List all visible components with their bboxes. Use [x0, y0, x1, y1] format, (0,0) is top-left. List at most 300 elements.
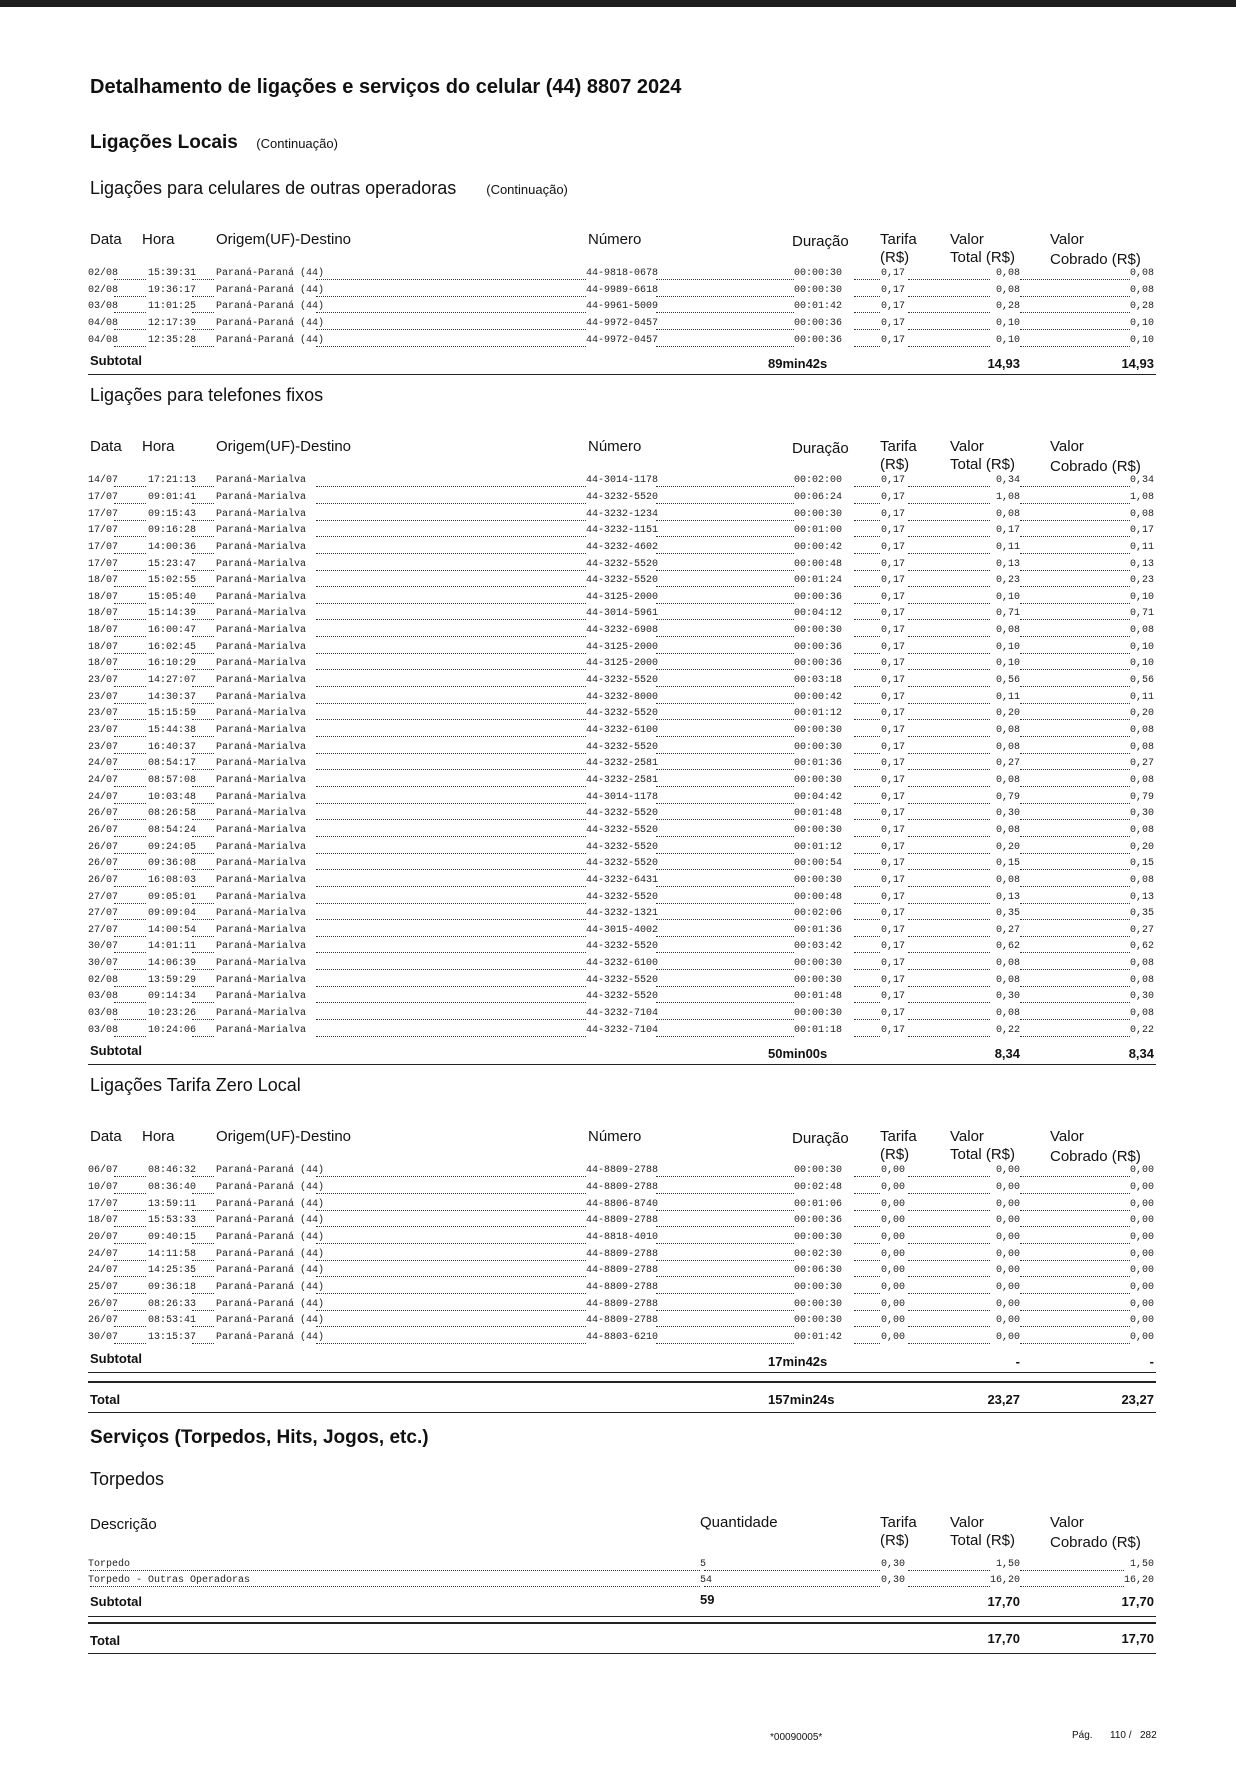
column-header-tarifa: Tarifa	[880, 1128, 917, 1146]
call-duration: 00:00:30	[794, 1231, 843, 1243]
call-rate: 0,00	[881, 1215, 906, 1227]
call-origin: Paraná-Marialva	[216, 808, 307, 820]
call-duration: 00:03:18	[794, 675, 843, 687]
dotted-leader	[316, 853, 586, 854]
dotted-leader	[114, 1036, 146, 1037]
subtotal-total: 14,93	[987, 356, 1020, 372]
locais-total-value: 23,27	[987, 1391, 1020, 1407]
call-time: 09:01:41	[148, 491, 197, 503]
call-charged-value: 0,08	[1129, 774, 1154, 786]
dotted-leader	[316, 1176, 586, 1177]
dotted-leader	[854, 769, 880, 770]
dotted-leader	[908, 669, 990, 670]
call-time: 13:59:11	[148, 1198, 197, 1210]
dotted-leader	[114, 803, 146, 804]
call-date: 24/07	[88, 791, 119, 803]
dotted-leader	[656, 969, 794, 970]
call-total-value: 0,00	[995, 1281, 1020, 1293]
call-time: 15:05:40	[148, 591, 197, 603]
call-charged-value: 0,13	[1129, 558, 1154, 570]
call-origin: Paraná-Marialva	[216, 575, 307, 587]
call-total-value: 0,28	[995, 301, 1020, 313]
call-charged-value: 0,28	[1129, 301, 1154, 313]
call-number: 44-3232-7104	[586, 1024, 659, 1036]
dotted-leader	[854, 703, 880, 704]
dotted-leader	[1020, 1276, 1130, 1277]
call-date: 17/07	[88, 541, 119, 553]
servicos-subtotal-total: 17,70	[987, 1593, 1020, 1609]
call-rate: 0,17	[881, 475, 906, 487]
dotted-leader	[1020, 986, 1130, 987]
call-origin: Paraná-Paraná (44)	[216, 268, 325, 279]
call-date: 26/07	[88, 808, 119, 820]
dotted-leader	[854, 969, 880, 970]
call-charged-value: 0,13	[1129, 891, 1154, 903]
dotted-leader	[854, 653, 880, 654]
call-charged-value: 0,17	[1129, 525, 1154, 537]
dotted-leader	[114, 619, 146, 620]
dotted-leader	[192, 969, 214, 970]
call-number: 44-3232-5520	[586, 708, 659, 720]
dotted-leader	[908, 586, 990, 587]
dotted-leader	[1020, 1036, 1130, 1037]
section-heading	[90, 385, 323, 406]
call-total-value: 0,08	[995, 1008, 1020, 1020]
dotted-leader	[114, 520, 146, 521]
section-title: Ligações para celulares de outras operadoras	[90, 178, 457, 198]
dotted-leader	[114, 486, 146, 487]
dotted-leader	[704, 1570, 880, 1571]
call-charged-value: 0,20	[1129, 708, 1154, 720]
call-date: 06/07	[88, 1165, 119, 1177]
dotted-leader	[316, 1310, 586, 1311]
dotted-leader	[908, 1260, 990, 1261]
dotted-leader	[316, 836, 586, 837]
call-rate: 0,17	[881, 1008, 906, 1020]
call-rate: 0,17	[881, 958, 906, 970]
dotted-leader	[656, 1226, 794, 1227]
dotted-leader	[1020, 1243, 1130, 1244]
call-rate: 0,17	[881, 874, 906, 886]
servicos-subtotal-quantity: 59	[700, 1591, 715, 1607]
dotted-leader	[908, 869, 990, 870]
service-charged-value: 1,50	[1129, 1558, 1154, 1570]
subtotal-charged: -	[1149, 1353, 1154, 1369]
call-origin: Paraná-Paraná (44)	[216, 1248, 325, 1260]
dotted-leader	[854, 952, 880, 953]
dotted-leader	[192, 503, 214, 504]
call-time: 12:35:28	[148, 334, 197, 346]
call-total-value: 0,08	[995, 508, 1020, 520]
servicos-subtotal-charged: 17,70	[1121, 1593, 1154, 1609]
subtotal-total: 8,34	[994, 1046, 1020, 1062]
call-charged-value: 0,34	[1129, 475, 1154, 487]
call-rate: 0,17	[881, 741, 906, 753]
dotted-leader	[656, 886, 794, 887]
call-total-value: 0,00	[995, 1248, 1020, 1260]
call-origin: Paraná-Marialva	[216, 791, 307, 803]
dotted-leader	[656, 1293, 794, 1294]
dotted-leader	[704, 1586, 880, 1587]
call-duration: 00:01:42	[794, 301, 843, 313]
dotted-leader	[316, 1243, 586, 1244]
dotted-leader	[656, 919, 794, 920]
dotted-leader	[656, 619, 794, 620]
column-header-hora: Hora	[142, 438, 175, 456]
call-time: 13:15:37	[148, 1331, 197, 1343]
call-duration: 00:00:36	[794, 317, 843, 329]
dotted-leader	[316, 919, 586, 920]
dotted-leader	[1020, 719, 1130, 720]
dotted-leader	[192, 1193, 214, 1194]
dotted-leader	[656, 1326, 794, 1327]
column-header-numero: Número	[588, 231, 642, 248]
call-charged-value: 0,00	[1129, 1298, 1154, 1310]
call-origin: Paraná-Paraná (44)	[216, 334, 325, 346]
dotted-leader	[656, 653, 794, 654]
call-rate: 0,17	[881, 575, 906, 587]
dotted-leader	[908, 1193, 990, 1194]
call-date: 26/07	[88, 874, 119, 886]
dotted-leader	[854, 936, 880, 937]
call-number: 44-8806-8740	[586, 1198, 659, 1210]
call-total-value: 0,11	[995, 691, 1020, 703]
dotted-leader	[114, 603, 146, 604]
dotted-leader	[90, 1570, 700, 1571]
dotted-leader	[192, 769, 214, 770]
dotted-leader	[1020, 669, 1130, 670]
call-total-value: 0,00	[995, 1331, 1020, 1343]
page-title: Detalhamento de ligações e serviços do celular (44) 8807 2024	[90, 76, 682, 98]
call-time: 14:01:11	[148, 941, 197, 953]
call-number: 44-3232-5520	[586, 491, 659, 503]
call-date: 27/07	[88, 924, 119, 936]
call-duration: 00:00:30	[794, 284, 843, 296]
dotted-leader	[192, 1036, 214, 1037]
dotted-leader	[114, 1293, 146, 1294]
call-date: 02/08	[88, 268, 119, 279]
call-duration: 00:00:30	[794, 268, 843, 279]
call-rate: 0,17	[881, 658, 906, 670]
call-time: 19:36:17	[148, 284, 197, 296]
column-header-valor-cobrado: Valor	[1050, 231, 1084, 248]
call-number: 44-3014-1178	[586, 791, 659, 803]
dotted-leader	[656, 686, 794, 687]
call-rate: 0,17	[881, 608, 906, 620]
dotted-leader	[316, 603, 586, 604]
call-date: 26/07	[88, 1315, 119, 1327]
column-header-duracao: Duração	[792, 440, 849, 458]
dotted-leader	[114, 686, 146, 687]
call-charged-value: 0,62	[1129, 941, 1154, 953]
dotted-leader	[192, 1260, 214, 1261]
dotted-leader	[1020, 1310, 1130, 1311]
call-time: 16:40:37	[148, 741, 197, 753]
call-time: 11:01:25	[148, 301, 197, 313]
dotted-leader	[316, 786, 586, 787]
column-header-quantidade: Quantidade	[700, 1513, 778, 1531]
service-total-value: 1,50	[995, 1558, 1020, 1570]
call-rate: 0,17	[881, 525, 906, 537]
call-time: 15:02:55	[148, 575, 197, 587]
dotted-leader	[656, 603, 794, 604]
dotted-leader	[114, 1226, 146, 1227]
call-origin: Paraná-Marialva	[216, 491, 307, 503]
dotted-leader	[908, 686, 990, 687]
dotted-leader	[656, 1176, 794, 1177]
dotted-leader	[656, 753, 794, 754]
column-header-tarifa-unit: (R$)	[880, 1146, 910, 1164]
dotted-leader	[192, 869, 214, 870]
call-time: 08:53:41	[148, 1315, 197, 1327]
call-charged-value: 0,30	[1129, 808, 1154, 820]
dotted-leader	[656, 736, 794, 737]
call-number: 44-9989-6618	[586, 284, 659, 296]
call-date: 10/07	[88, 1182, 119, 1193]
column-header-cobrado: Cobrado (R$)	[1050, 1533, 1141, 1551]
column-header-tarifa-unit: (R$)	[880, 1531, 910, 1549]
dotted-leader	[114, 753, 146, 754]
dotted-leader	[854, 1002, 880, 1003]
dotted-leader	[316, 819, 586, 820]
call-time: 08:57:08	[148, 774, 197, 786]
dotted-leader	[192, 719, 214, 720]
call-duration: 00:00:30	[794, 625, 843, 637]
dotted-leader	[114, 586, 146, 587]
dotted-leader	[908, 1036, 990, 1037]
dotted-leader	[854, 570, 880, 571]
call-charged-value: 1,08	[1129, 491, 1154, 503]
dotted-leader	[316, 986, 586, 987]
call-charged-value: 0,10	[1129, 334, 1154, 346]
dotted-leader	[316, 296, 586, 297]
dotted-leader	[908, 486, 990, 487]
dotted-leader	[908, 653, 990, 654]
dotted-leader	[908, 1293, 990, 1294]
call-time: 09:16:28	[148, 525, 197, 537]
dotted-leader	[656, 570, 794, 571]
column-header-valor: Valor	[950, 231, 984, 248]
dotted-leader	[908, 936, 990, 937]
dotted-leader	[114, 553, 146, 554]
call-number: 44-3232-7104	[586, 1008, 659, 1020]
call-origin: Paraná-Marialva	[216, 908, 307, 920]
call-origin: Paraná-Paraná (44)	[216, 1315, 325, 1327]
call-number: 44-8809-2788	[586, 1215, 659, 1227]
dotted-leader	[908, 536, 990, 537]
dotted-leader	[854, 736, 880, 737]
dotted-leader	[192, 952, 214, 953]
dotted-leader	[316, 346, 586, 347]
call-number: 44-9972-0457	[586, 317, 659, 329]
dotted-leader	[192, 1276, 214, 1277]
call-number: 44-3232-5520	[586, 858, 659, 870]
call-date: 24/07	[88, 774, 119, 786]
call-origin: Paraná-Marialva	[216, 591, 307, 603]
dotted-leader	[192, 619, 214, 620]
dotted-leader	[854, 1276, 880, 1277]
dotted-leader	[854, 903, 880, 904]
servicos-subtotal-label: Subtotal	[90, 1593, 142, 1609]
call-charged-value: 0,08	[1129, 824, 1154, 836]
call-time: 09:09:04	[148, 908, 197, 920]
call-date: 04/08	[88, 317, 119, 329]
service-description: Torpedo - Outras Operadoras	[88, 1575, 251, 1587]
call-time: 14:00:54	[148, 924, 197, 936]
call-duration: 00:00:30	[794, 1315, 843, 1327]
dotted-leader	[908, 786, 990, 787]
dotted-leader	[1020, 836, 1130, 837]
dotted-leader	[1020, 936, 1130, 937]
dotted-leader	[656, 536, 794, 537]
dotted-leader	[908, 553, 990, 554]
dotted-leader	[1020, 1570, 1124, 1571]
call-total-value: 0,08	[995, 284, 1020, 296]
dotted-leader	[316, 503, 586, 504]
dotted-leader	[316, 753, 586, 754]
dotted-leader	[192, 603, 214, 604]
dotted-leader	[1020, 346, 1130, 347]
dotted-leader	[114, 886, 146, 887]
call-origin: Paraná-Paraná (44)	[216, 301, 325, 313]
dotted-leader	[114, 903, 146, 904]
call-total-value: 0,11	[995, 541, 1020, 553]
column-header-duracao: Duração	[792, 1130, 849, 1148]
call-charged-value: 0,20	[1129, 841, 1154, 853]
call-charged-value: 0,79	[1129, 791, 1154, 803]
call-total-value: 0,00	[995, 1315, 1020, 1327]
call-duration: 00:00:30	[794, 774, 843, 786]
call-origin: Paraná-Marialva	[216, 858, 307, 870]
dotted-leader	[192, 312, 214, 313]
dotted-leader	[1020, 636, 1130, 637]
call-duration: 00:03:42	[794, 941, 843, 953]
call-number: 44-3015-4002	[586, 924, 659, 936]
call-origin: Paraná-Marialva	[216, 675, 307, 687]
dotted-leader	[192, 886, 214, 887]
dotted-leader	[192, 329, 214, 330]
call-charged-value: 0,10	[1129, 641, 1154, 653]
column-header-cobrado: Cobrado (R$)	[1050, 1148, 1141, 1166]
call-date: 03/08	[88, 301, 119, 313]
call-total-value: 0,15	[995, 858, 1020, 870]
dotted-leader	[854, 636, 880, 637]
dotted-leader	[192, 986, 214, 987]
call-duration: 00:02:00	[794, 475, 843, 487]
call-origin: Paraná-Marialva	[216, 475, 307, 487]
dotted-leader	[1020, 952, 1130, 953]
dotted-leader	[908, 1210, 990, 1211]
dotted-leader	[114, 786, 146, 787]
dotted-leader	[854, 1293, 880, 1294]
call-date: 18/07	[88, 575, 119, 587]
dotted-leader	[114, 1176, 146, 1177]
call-charged-value: 0,08	[1129, 268, 1154, 279]
dotted-leader	[656, 853, 794, 854]
call-charged-value: 0,71	[1129, 608, 1154, 620]
call-number: 44-3232-5520	[586, 675, 659, 687]
call-rate: 0,17	[881, 508, 906, 520]
dotted-leader	[656, 669, 794, 670]
call-total-value: 0,10	[995, 317, 1020, 329]
call-rate: 0,17	[881, 591, 906, 603]
locais-total-label: Total	[90, 1391, 121, 1407]
dotted-leader	[656, 1310, 794, 1311]
dotted-leader	[192, 919, 214, 920]
dotted-leader	[316, 686, 586, 687]
call-number: 44-3232-5520	[586, 974, 659, 986]
call-number: 44-8809-2788	[586, 1281, 659, 1293]
total-underline	[88, 1653, 1156, 1654]
service-charged-value: 16,20	[1123, 1575, 1154, 1587]
call-total-value: 0,00	[995, 1231, 1020, 1243]
dotted-leader	[854, 1176, 880, 1177]
dotted-leader	[656, 1002, 794, 1003]
dotted-leader	[656, 1019, 794, 1020]
call-time: 09:36:18	[148, 1281, 197, 1293]
call-rate: 0,17	[881, 991, 906, 1003]
dotted-leader	[908, 736, 990, 737]
call-number: 44-3232-6431	[586, 874, 659, 886]
call-origin: Paraná-Marialva	[216, 1024, 307, 1036]
call-date: 18/07	[88, 658, 119, 670]
dotted-leader	[316, 1343, 586, 1344]
dotted-leader	[316, 1293, 586, 1294]
column-header-data: Data	[90, 231, 122, 248]
call-rate: 0,17	[881, 725, 906, 736]
dotted-leader	[316, 553, 586, 554]
dotted-leader	[316, 619, 586, 620]
dotted-leader	[854, 329, 880, 330]
service-rate: 0,30	[881, 1558, 906, 1570]
call-rate: 0,17	[881, 691, 906, 703]
dotted-leader	[192, 753, 214, 754]
column-header-total: Total (R$)	[950, 1531, 1016, 1549]
call-rate: 0,17	[881, 641, 906, 653]
call-number: 44-3232-8000	[586, 691, 659, 703]
call-time: 14:06:39	[148, 958, 197, 970]
call-origin: Paraná-Paraná (44)	[216, 1198, 325, 1210]
call-time: 14:11:58	[148, 1248, 197, 1260]
dotted-leader	[854, 786, 880, 787]
dotted-leader	[1020, 886, 1130, 887]
call-number: 44-3232-5520	[586, 575, 659, 587]
section-divider	[88, 1372, 1156, 1373]
dotted-leader	[908, 312, 990, 313]
dotted-leader	[192, 486, 214, 487]
call-total-value: 0,08	[995, 725, 1020, 736]
call-origin: Paraná-Marialva	[216, 608, 307, 620]
dotted-leader	[1020, 1193, 1130, 1194]
dotted-leader	[656, 1210, 794, 1211]
call-rate: 0,17	[881, 808, 906, 820]
call-charged-value: 0,00	[1129, 1182, 1154, 1193]
call-duration: 00:01:00	[794, 525, 843, 537]
dotted-leader	[192, 1226, 214, 1227]
call-origin: Paraná-Marialva	[216, 508, 307, 520]
dotted-leader	[114, 719, 146, 720]
dotted-leader	[316, 936, 586, 937]
call-rate: 0,17	[881, 974, 906, 986]
call-rate: 0,17	[881, 301, 906, 313]
dotted-leader	[192, 296, 214, 297]
call-time: 09:36:08	[148, 858, 197, 870]
dotted-leader	[90, 1586, 700, 1587]
call-charged-value: 0,15	[1129, 858, 1154, 870]
dotted-leader	[1020, 1210, 1130, 1211]
dotted-leader	[908, 570, 990, 571]
dotted-leader	[192, 853, 214, 854]
